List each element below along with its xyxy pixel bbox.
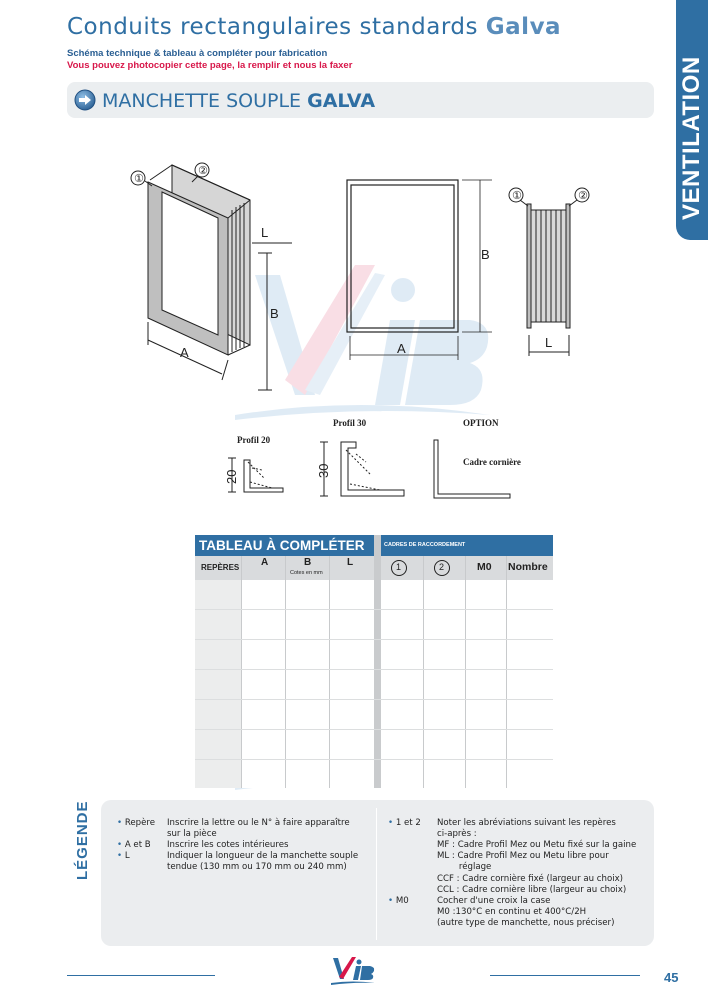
table-body-right[interactable] (381, 580, 553, 788)
col-2: 2 (439, 562, 445, 572)
col-divider (506, 556, 507, 788)
label-a-perspective: A (180, 345, 189, 360)
legend-left-text-2a: Inscrire les cotes intérieures (167, 840, 289, 850)
label-a-front: A (397, 341, 406, 356)
legend-left-text-3b: tendue (130 mm ou 170 mm ou 240 mm) (167, 862, 347, 872)
dim-20-label: 20 (224, 469, 239, 484)
label-2-perspective: ② (198, 164, 208, 177)
footer-line-right (490, 975, 640, 976)
label-l-side: L (545, 335, 553, 350)
col-nombre: Nombre (508, 561, 548, 573)
side-view (509, 188, 589, 356)
table-row (195, 699, 553, 700)
table-header-right (381, 556, 553, 580)
legend-left-key-2: • A et B (117, 840, 151, 850)
label-1-side: ① (512, 189, 522, 202)
dim-30-label: 30 (316, 463, 331, 478)
cotes-note: Cotes en mm (290, 570, 323, 576)
table-row (195, 759, 553, 760)
col-b: B (304, 557, 312, 568)
legend-right-text-2a: Cocher d'une croix la case (437, 896, 551, 906)
col-divider (329, 556, 330, 788)
table-title: TABLEAU À COMPLÉTER (195, 535, 374, 556)
subtitle-technical: Schéma technique & tableau à compléter pour fabrication (67, 48, 328, 59)
legend-right-text-1b: ci-après : (437, 829, 477, 839)
col-divider (423, 556, 424, 788)
option-label: OPTION (463, 418, 499, 428)
legend-left-text-1a: Inscrire la lettre ou le N° à faire apparaître (167, 818, 350, 828)
legend-left-key-3: • L (117, 851, 130, 861)
legend-right-text-2b: M0 :130°C en continu et 400°C/2H (437, 907, 587, 917)
legend-right-text-1d: ML : Cadre Profil Mez ou Metu libre pour (437, 851, 609, 861)
front-view (347, 180, 492, 360)
side-tab-label: VENTILATION (678, 56, 705, 220)
col-1: 1 (396, 562, 402, 572)
label-b-front: B (481, 247, 490, 262)
col-divider (285, 556, 286, 788)
col-a: A (261, 557, 269, 568)
table-body-reperes[interactable] (195, 580, 241, 788)
vib-logo (330, 955, 376, 989)
legend-left-text-3a: Indiquer la longueur de la manchette souple (167, 851, 359, 861)
col-m0: M0 (477, 561, 492, 573)
legend-right-key-2: • M0 (388, 896, 409, 906)
label-2-side: ② (578, 189, 588, 202)
legend-left-text-1b: sur la pièce (167, 829, 217, 839)
legend-divider (376, 808, 377, 940)
legend-right-text-1c: MF : Cadre Profil Mez ou Metu fixé sur la gaine (437, 840, 637, 850)
table-row (195, 729, 553, 730)
legend-right-text-1e: réglage (437, 862, 492, 872)
table-row (195, 609, 553, 610)
col-reperes: REPÈRES (201, 563, 240, 572)
cadre-corniere-label: Cadre cornière (463, 457, 521, 467)
cadre-corniere-shape (434, 440, 510, 498)
legend-right-text-1f: CCF : Cadre cornière fixé (largeur au choix) (437, 874, 624, 884)
footer-line-left (67, 975, 215, 976)
profil-30-label: Profil 30 (333, 418, 367, 428)
label-l-perspective: L (261, 225, 269, 240)
col-l: L (347, 557, 354, 568)
section-title-main: MANCHETTE SOUPLE (102, 90, 308, 112)
perspective-view (131, 163, 292, 390)
page-title-main: Conduits rectangulaires standards (67, 14, 486, 40)
page-title-galva: Galva (485, 14, 562, 40)
section-title-galva: GALVA (307, 90, 376, 112)
table-row (195, 669, 553, 670)
label-b-perspective: B (270, 306, 279, 321)
label-1-perspective: ① (134, 172, 144, 185)
page-number: 45 (664, 970, 679, 985)
subtitle-fax-note: Vous pouvez photocopier cette page, la remplir et nous la faxer (67, 60, 353, 71)
table-separator (374, 535, 381, 788)
profil-30-shape (320, 442, 404, 496)
legend-right-text-1g: CCL : Cadre cornière libre (largeur au choix) (437, 885, 627, 895)
table-row (195, 639, 553, 640)
legend-right-key-1: • 1 et 2 (388, 818, 421, 828)
table-cadres-title: CADRES DE RACCORDEMENT (381, 535, 553, 556)
profil-20-label: Profil 20 (237, 435, 271, 445)
legend-right-text-1a: Noter les abréviations suivant les repères (437, 818, 616, 828)
col-divider (465, 556, 466, 788)
col-divider (241, 556, 242, 788)
legend-left-key-1: • Repère (117, 818, 156, 828)
legend-right-text-2c: (autre type de manchette, nous préciser) (437, 918, 615, 928)
legend-title: LÉGENDE (74, 800, 91, 880)
